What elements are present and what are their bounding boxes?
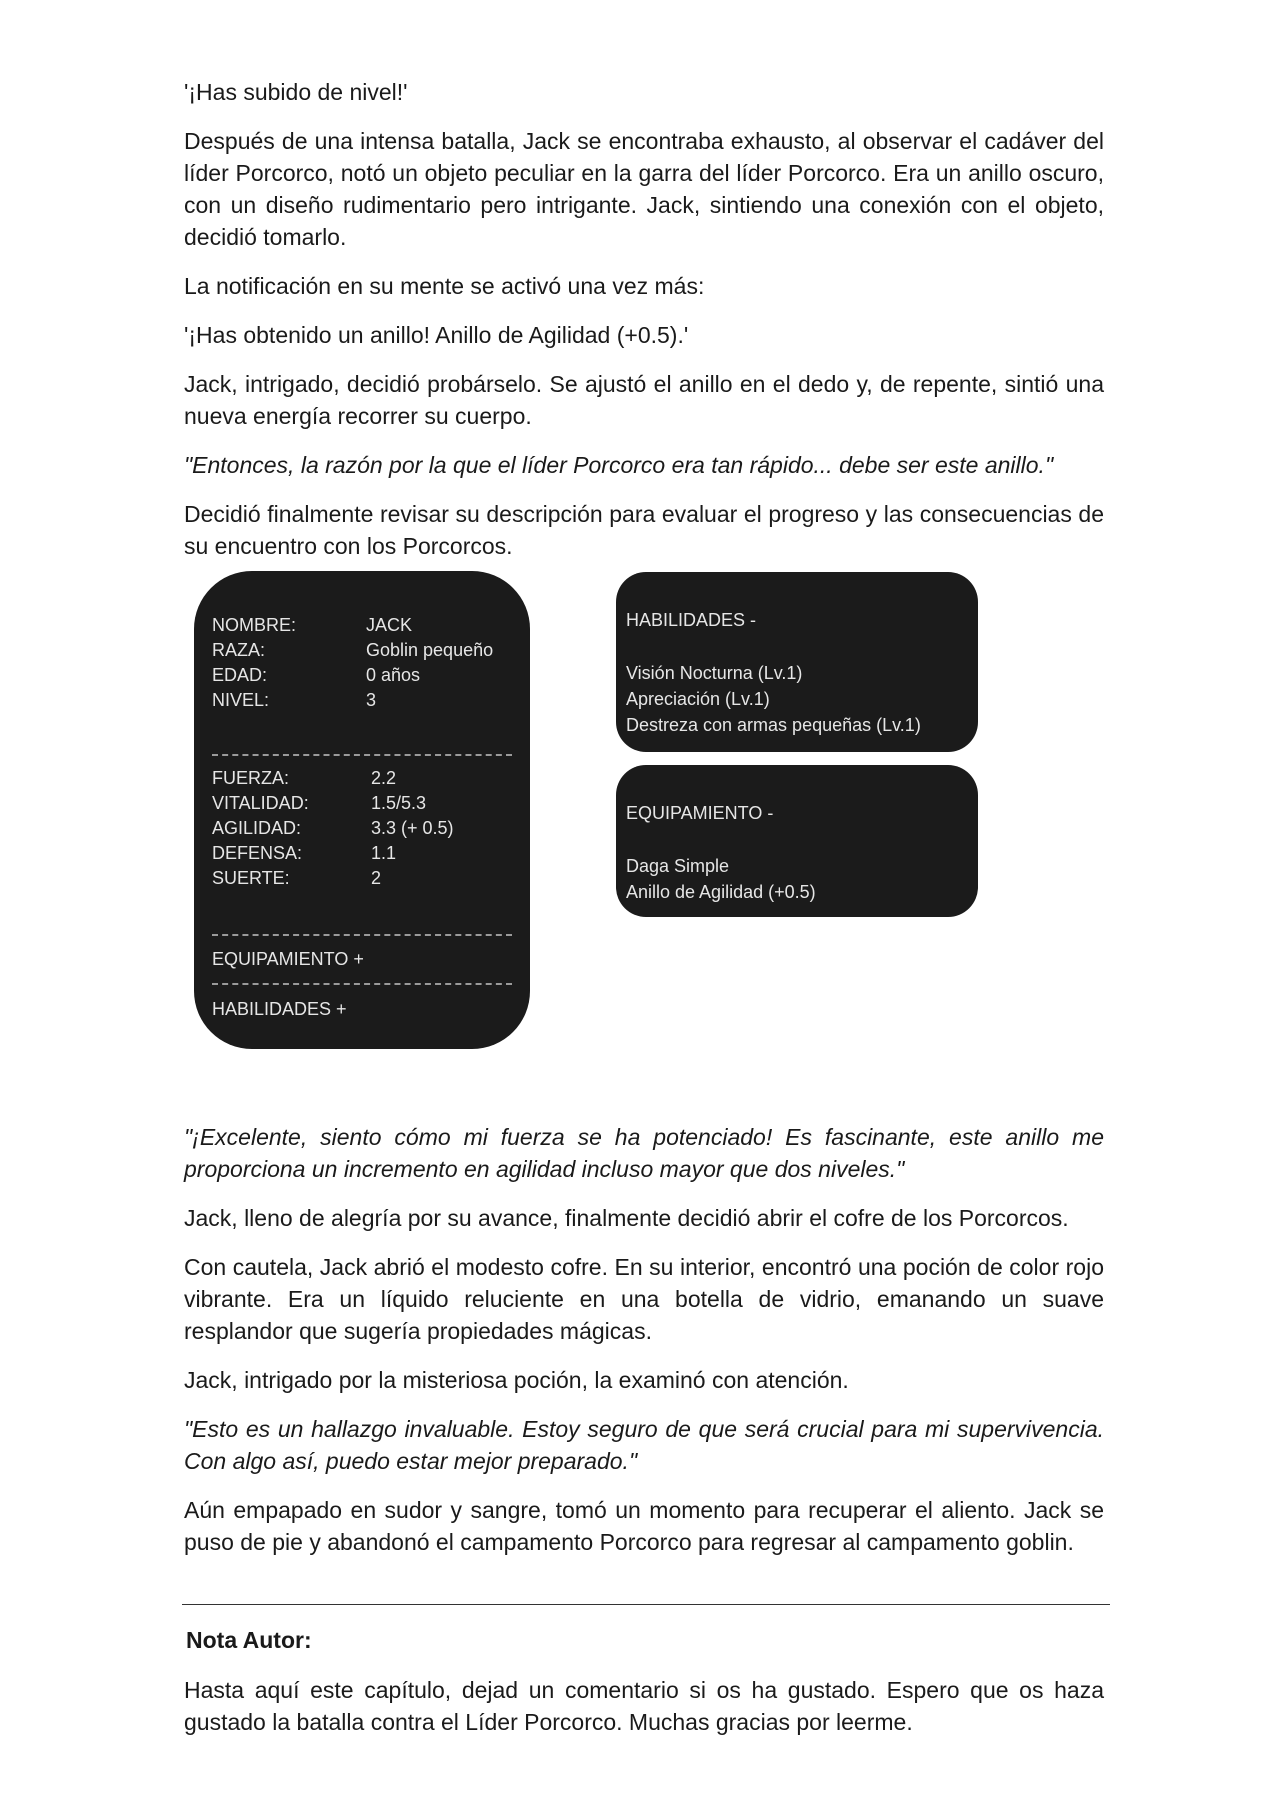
story-text-top [184,76,1104,562]
equipment-toggle: EQUIPAMIENTO + [212,949,364,969]
stat-label: RAZA: [212,640,266,660]
paragraph: Aún empapado en sudor y sangre, tomó un momento para recuperar el aliento. Jack se puso de pie y abandonó el campamento Porcorco para regresar al campamento goblin. [184,1497,1104,1555]
equipment-item: Daga Simple [626,856,730,876]
stat-row-race [212,638,493,664]
paragraph: '¡Has subido de nivel!' [184,79,408,105]
equipment-title: EQUIPAMIENTO - [626,803,774,823]
paragraph: La notificación en su mente se activó una vez más: [184,273,705,299]
paragraph-italic: "Esto es un hallazgo invaluable. Estoy seguro de que será crucial para mi supervivencia. Con algo así, puedo estar mejor preparado." [184,1416,1104,1474]
character-stats-card [194,571,530,1049]
stat-row-vitality [212,791,426,817]
stat-label: NIVEL: [212,690,270,710]
paragraph: '¡Has obtenido un anillo! Anillo de Agilidad (+0.5).' [184,322,689,348]
stat-value: 3.3 (+ 0.5) [371,818,454,838]
stat-value: 0 años [366,665,421,685]
stat-label: VITALIDAD: [212,793,309,813]
stat-row-strength [212,766,396,792]
equipment-list [626,854,816,906]
story-text-bottom [184,1121,1104,1558]
stat-row-agility [212,816,454,842]
paragraph: Después de una intensa batalla, Jack se encontraba exhausto, al observar el cadáver del líder Porcorco, notó un objeto peculiar en la garra del líder Porcorco. Era un anillo oscuro, con un diseño rudimentario pero intrigante. Jack, sintiendo una conexión con el objeto, decidió tomarlo. [184,128,1104,250]
equipment-card [616,765,978,917]
stat-value: Goblin pequeño [366,640,494,660]
skills-list [626,661,921,739]
skill-item: Destreza con armas pequeñas (Lv.1) [626,715,921,735]
stat-label: DEFENSA: [212,843,303,863]
stat-row-luck [212,866,381,892]
stat-row-name [212,613,412,639]
paragraph: Jack, intrigado por la misteriosa poción, la examinó con atención. [184,1367,849,1393]
document-page [184,76,1104,1755]
skill-item: Visión Nocturna (Lv.1) [626,663,803,683]
stat-label: SUERTE: [212,868,290,888]
author-note-text: Hasta aquí este capítulo, dejad un comentario si os ha gustado. Espero que os haza gustado la batalla contra el Líder Porcorco. Muchas gracias por leerme. [184,1677,1104,1735]
dashed-divider [212,983,512,985]
dashed-divider [212,934,512,936]
stat-row-defense [212,841,396,867]
stat-value: 2.2 [371,768,397,788]
dashed-divider [212,754,512,756]
equipment-item: Anillo de Agilidad (+0.5) [626,882,816,902]
stat-row-level [212,688,376,714]
skill-item: Apreciación (Lv.1) [626,689,770,709]
paragraph: Jack, lleno de alegría por su avance, finalmente decidió abrir el cofre de los Porcorcos. [184,1205,1069,1231]
stat-label: EDAD: [212,665,268,685]
stat-row-age [212,663,420,689]
stat-value: 1.1 [371,843,397,863]
paragraph: Decidió finalmente revisar su descripción para evaluar el progreso y las consecuencias de su encuentro con los Porcorcos. [184,501,1104,559]
author-note-title: Nota Autor: [186,1627,312,1653]
stat-value: 2 [371,868,382,888]
paragraph-italic: "¡Excelente, siento cómo mi fuerza se ha potenciado! Es fascinante, este anillo me proporciona un incremento en agilidad incluso mayor que dos niveles." [184,1124,1104,1182]
skills-card [616,572,978,752]
paragraph: Con cautela, Jack abrió el modesto cofre. En su interior, encontró una poción de color rojo vibrante. Era un líquido reluciente en una botella de vidrio, emanando un suave resplandor que sugería propiedades mágicas. [184,1254,1104,1344]
stat-value: JACK [366,615,413,635]
status-cards [184,562,1104,1082]
stat-value: 3 [366,690,377,710]
paragraph-italic: "Entonces, la razón por la que el líder Porcorco era tan rápido... debe ser este anillo." [184,452,1054,478]
stat-value: 1.5/5.3 [371,793,427,813]
stat-label: NOMBRE: [212,615,297,635]
skills-toggle: HABILIDADES + [212,999,347,1019]
stat-label: AGILIDAD: [212,818,302,838]
skills-title: HABILIDADES - [626,610,757,630]
stat-label: FUERZA: [212,768,290,788]
paragraph: Jack, intrigado, decidió probárselo. Se ajustó el anillo en el dedo y, de repente, sintió una nueva energía recorrer su cuerpo. [184,371,1104,429]
horizontal-rule [182,1604,1110,1605]
